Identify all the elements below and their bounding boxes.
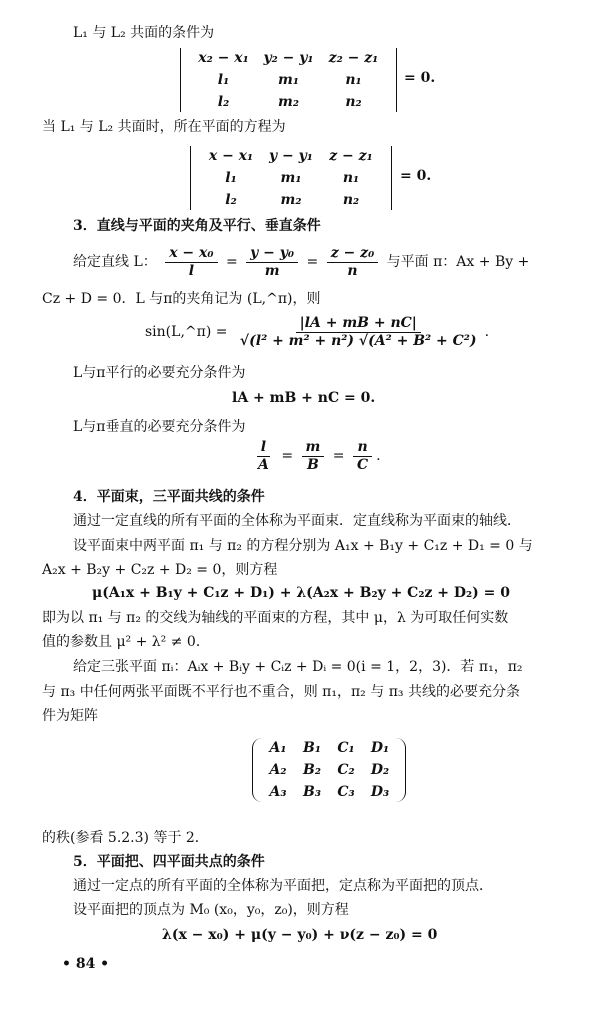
- text-line: L₁ 与 L₂ 共面的条件为: [73, 25, 215, 41]
- cell: C₃: [337, 784, 355, 800]
- text-line: L与π平行的必要充分条件为: [73, 365, 246, 381]
- text: 给定直线 L：: [73, 254, 157, 270]
- cell: C₂: [337, 762, 355, 778]
- lhs: sin(L,^π) =: [145, 324, 228, 340]
- determinant-coplanar: [180, 48, 397, 112]
- text-line: 值的参数且 μ² + λ² ≠ 0．: [42, 634, 210, 650]
- fraction: $\frac{\text{z − z₀}}{n}$: [327, 245, 379, 280]
- equals: =: [225, 254, 238, 270]
- parallel-equation: lA + mB + nC = 0.: [232, 390, 376, 406]
- perpendicular-equation: [250, 438, 381, 474]
- text-line: Cz + D = 0．L 与π的夹角记为 (L,^π)，则: [42, 291, 321, 307]
- cell: m₁: [278, 72, 299, 88]
- cell: z₂ − z₁: [328, 50, 379, 66]
- text-line: L与π垂直的必要充分条件为: [73, 419, 246, 435]
- cell: l₁: [225, 170, 237, 186]
- pencil-equation: μ(A₁x + B₁y + C₁z + D₁) + λ(A₂x + B₂y + C₂z + D₂) = 0: [92, 585, 511, 601]
- text: 与平面 π：Ax + By +: [386, 254, 530, 270]
- page-number: • 84 •: [62, 956, 110, 972]
- cell: A₃: [269, 784, 287, 800]
- text-line: 件为矩阵: [42, 708, 98, 724]
- fraction: $\frac{m}{B}$: [302, 439, 325, 474]
- text-line: A₂x + B₂y + C₂z + D₂ = 0，则方程: [42, 562, 278, 578]
- fraction: $\frac{\text{x − x₀}}{l}$: [165, 245, 217, 280]
- cell: m₂: [278, 94, 299, 110]
- text-line: 给定三张平面 πᵢ：Aᵢx + Bᵢy + Cᵢz + Dᵢ = 0(i = 1，2，3)．若 π₁，π₂: [73, 659, 523, 675]
- cell: n₂: [342, 192, 360, 208]
- section-heading: 3．直线与平面的夹角及平行、垂直条件: [73, 218, 321, 234]
- period: .: [376, 448, 381, 464]
- cell: x₂ − x₁: [198, 50, 249, 66]
- cell: l₂: [225, 192, 237, 208]
- cell: D₂: [370, 762, 390, 778]
- period: .: [484, 324, 490, 340]
- section-heading: 5．平面把、四平面共点的条件: [73, 854, 265, 870]
- det2-rhs: = 0.: [400, 168, 432, 184]
- det1-rhs: = 0.: [404, 70, 436, 86]
- equals: =: [306, 254, 319, 270]
- cell: B₁: [303, 740, 321, 756]
- text-line: 设平面把的顶点为 M₀ (x₀，y₀，z₀)，则方程: [73, 902, 349, 918]
- cell: B₃: [303, 784, 321, 800]
- cell: z − z₁: [329, 148, 373, 164]
- text-line: 通过一定直线的所有平面的全体称为平面束．定直线称为平面束的轴线．: [73, 513, 521, 529]
- equals: =: [332, 448, 345, 464]
- cell: m₂: [280, 192, 302, 208]
- text-line: 设平面束中两平面 π₁ 与 π₂ 的方程分别为 A₁x + B₁y + C₁z + D₁ = 0 与: [73, 538, 533, 554]
- cell: x − x₁: [208, 148, 254, 164]
- fraction: $\frac{n}{C}$: [353, 439, 372, 474]
- determinant-plane: [190, 146, 392, 210]
- text-line: 当 L₁ 与 L₂ 共面时，所在平面的方程为: [42, 119, 286, 135]
- cell: D₃: [370, 784, 390, 800]
- fraction: $\frac{l}{A}$: [258, 438, 269, 473]
- line-equation-row: [73, 244, 529, 280]
- cell: l₂: [217, 94, 230, 110]
- cell: n₁: [345, 72, 362, 88]
- cell: B₂: [303, 762, 321, 778]
- fraction: $\frac{|lA + mB + nC|}{\text{√(l² + m² + n²) √(A² + B² + C²)}}$: [239, 314, 477, 349]
- cell: l₁: [217, 72, 230, 88]
- cell: y₂ − y₁: [263, 50, 314, 66]
- coefficient-matrix: [252, 738, 406, 802]
- text-line: 的秩(参看 5.2.3) 等于 2．: [42, 830, 209, 846]
- text-line: 与 π₃ 中任何两张平面既不平行也不重合，则 π₁，π₂ 与 π₃ 共线的必要充分条: [42, 684, 520, 700]
- cell: n₂: [345, 94, 362, 110]
- cell: A₂: [269, 762, 287, 778]
- sin-formula: [145, 314, 489, 350]
- equals: =: [281, 448, 294, 464]
- cell: m₁: [280, 170, 302, 186]
- fraction: $\frac{\text{y − y₀}}{m}$: [246, 245, 298, 280]
- cell: n₁: [342, 170, 360, 186]
- cell: y − y₁: [269, 148, 313, 164]
- cell: C₁: [337, 740, 355, 756]
- bundle-equation: λ(x − x₀) + μ(y − y₀) + ν(z − z₀) = 0: [162, 927, 438, 943]
- text-line: 即为以 π₁ 与 π₂ 的交线为轴线的平面束的方程，其中 μ，λ 为可取任何实数: [42, 610, 509, 626]
- cell: D₁: [370, 740, 390, 756]
- text-line: 通过一定点的所有平面的全体称为平面把，定点称为平面把的顶点．: [73, 878, 493, 894]
- cell: A₁: [269, 740, 287, 756]
- section-heading: 4．平面束，三平面共线的条件: [73, 489, 265, 505]
